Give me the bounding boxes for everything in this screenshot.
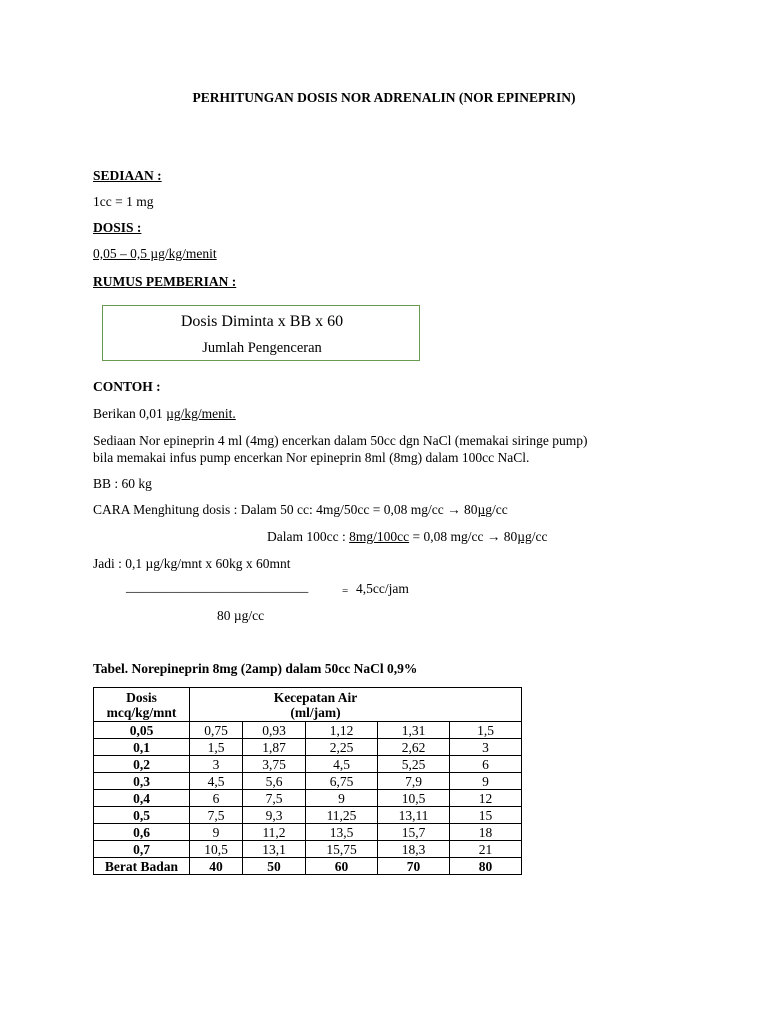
dose-cell: 0,1	[94, 739, 190, 756]
speed-cell: 2,25	[306, 739, 378, 756]
dosis-heading: DOSIS :	[93, 220, 142, 235]
header-dose	[94, 688, 190, 722]
formula-box	[102, 305, 420, 361]
speed-cell: 10,5	[190, 841, 243, 858]
table-row	[94, 807, 522, 824]
contoh-bb: BB : 60 kg	[93, 476, 152, 491]
cara2-prefix: Dalam 100cc :	[267, 529, 350, 544]
cara2-unit-mu: µg	[517, 529, 532, 544]
speed-cell: 5,6	[243, 773, 306, 790]
speed-cell: 18	[450, 824, 522, 841]
cara-line2	[267, 529, 548, 545]
contoh-line1	[93, 406, 236, 422]
speed-cell: 11,25	[306, 807, 378, 824]
speed-cell: 15,7	[378, 824, 450, 841]
speed-cell: 2,62	[378, 739, 450, 756]
speed-cell: 9	[450, 773, 522, 790]
speed-cell: 9	[306, 790, 378, 807]
sediaan-value: 1cc = 1 mg	[93, 194, 154, 209]
speed-cell: 6,75	[306, 773, 378, 790]
speed-cell: 13,5	[306, 824, 378, 841]
speed-cell: 11,2	[243, 824, 306, 841]
sediaan-heading: SEDIAAN :	[93, 168, 162, 183]
contoh-line3: bila memakai infus pump encerkan Nor epineprin 8ml (8mg) dalam 100cc NaCl.	[93, 450, 530, 465]
dose-cell: 0,3	[94, 773, 190, 790]
weight-cell: 40	[190, 858, 243, 875]
table-row	[94, 824, 522, 841]
speed-cell: 1,5	[190, 739, 243, 756]
dose-cell: 0,7	[94, 841, 190, 858]
table-row	[94, 722, 522, 739]
speed-cell: 13,1	[243, 841, 306, 858]
page-title: PERHITUNGAN DOSIS NOR ADRENALIN (NOR EPINEPRIN)	[192, 90, 576, 105]
formula-denominator: Jumlah Pengenceran	[202, 340, 322, 356]
speed-cell: 9,3	[243, 807, 306, 824]
dose-cell: 0,2	[94, 756, 190, 773]
cara2-unit-rest: /cc	[531, 529, 548, 544]
speed-cell: 4,5	[306, 756, 378, 773]
result-value: 4,5cc/jam	[356, 581, 409, 596]
table-row	[94, 790, 522, 807]
cara-line1	[93, 502, 508, 518]
speed-cell: 7,5	[243, 790, 306, 807]
cara-prefix: CARA Menghitung dosis : Dalam 50 cc: 4mg/50cc =	[93, 502, 384, 517]
speed-cell: 5,25	[378, 756, 450, 773]
speed-cell: 7,9	[378, 773, 450, 790]
weight-label: Berat Badan	[94, 858, 190, 875]
speed-cell: 1,31	[378, 722, 450, 739]
speed-cell: 6	[190, 790, 243, 807]
table-header-row	[94, 688, 522, 722]
cara-unit-rest: g/cc	[485, 502, 508, 517]
speed-cell: 1,5	[450, 722, 522, 739]
cara-unit-mu: µ	[477, 502, 486, 517]
speed-cell: 15	[450, 807, 522, 824]
fraction-denominator: 80 µg/cc	[217, 608, 265, 623]
speed-cell: 1,87	[243, 739, 306, 756]
rumus-heading: RUMUS PEMBERIAN :	[93, 274, 237, 289]
dose-cell: 0,4	[94, 790, 190, 807]
speed-cell: 3,75	[243, 756, 306, 773]
header-speed-text: Kecepatan Air (ml/jam)	[273, 689, 358, 720]
speed-cell: 3	[450, 739, 522, 756]
cara2-mid: = 0,08 mg/cc → 80	[409, 529, 518, 544]
contoh-line2: Sediaan Nor epineprin 4 ml (4mg) encerkan dalam 50cc dgn NaCl (memakai siringe pump)	[93, 433, 588, 448]
speed-cell: 13,11	[378, 807, 450, 824]
dose-table	[93, 687, 522, 875]
table-row	[94, 756, 522, 773]
speed-cell: 7,5	[190, 807, 243, 824]
speed-cell: 3	[190, 756, 243, 773]
speed-cell: 4,5	[190, 773, 243, 790]
cara-result: 0,08 mg/cc → 80	[383, 502, 478, 517]
speed-cell: 18,3	[378, 841, 450, 858]
table-footer-row	[94, 858, 522, 875]
table-row	[94, 773, 522, 790]
header-dose-text: Dosis mcq/kg/mnt	[106, 689, 177, 720]
equals-sign: =	[342, 585, 349, 597]
header-speed	[190, 688, 522, 722]
weight-cell: 60	[306, 858, 378, 875]
table-caption: Tabel. Norepineprin 8mg (2amp) dalam 50cc NaCl 0,9%	[93, 661, 418, 676]
dose-cell: 0,05	[94, 722, 190, 739]
table-row	[94, 739, 522, 756]
speed-cell: 15,75	[306, 841, 378, 858]
weight-cell: 50	[243, 858, 306, 875]
weight-cell: 70	[378, 858, 450, 875]
dose-cell: 0,5	[94, 807, 190, 824]
formula-numerator: Dosis Diminta x BB x 60	[180, 313, 344, 330]
speed-cell: 0,93	[243, 722, 306, 739]
contoh-line1-prefix: Berikan 0,01	[93, 406, 167, 421]
speed-cell: 12	[450, 790, 522, 807]
speed-cell: 0,75	[190, 722, 243, 739]
jadi-line: Jadi : 0,1 µg/kg/mnt x 60kg x 60mnt	[93, 556, 291, 571]
cara2-fraction: 8mg/100cc	[349, 529, 410, 544]
dosis-value: 0,05 – 0,5 µg/kg/menit	[93, 246, 217, 261]
table-row	[94, 841, 522, 858]
contoh-heading: CONTOH :	[93, 379, 161, 394]
speed-cell: 6	[450, 756, 522, 773]
fraction-bar: ___________________________	[126, 579, 309, 594]
dose-cell: 0,6	[94, 824, 190, 841]
contoh-line1-unit: µg/kg/menit.	[166, 406, 236, 421]
speed-cell: 9	[190, 824, 243, 841]
weight-cell: 80	[450, 858, 522, 875]
speed-cell: 1,12	[306, 722, 378, 739]
speed-cell: 10,5	[378, 790, 450, 807]
speed-cell: 21	[450, 841, 522, 858]
